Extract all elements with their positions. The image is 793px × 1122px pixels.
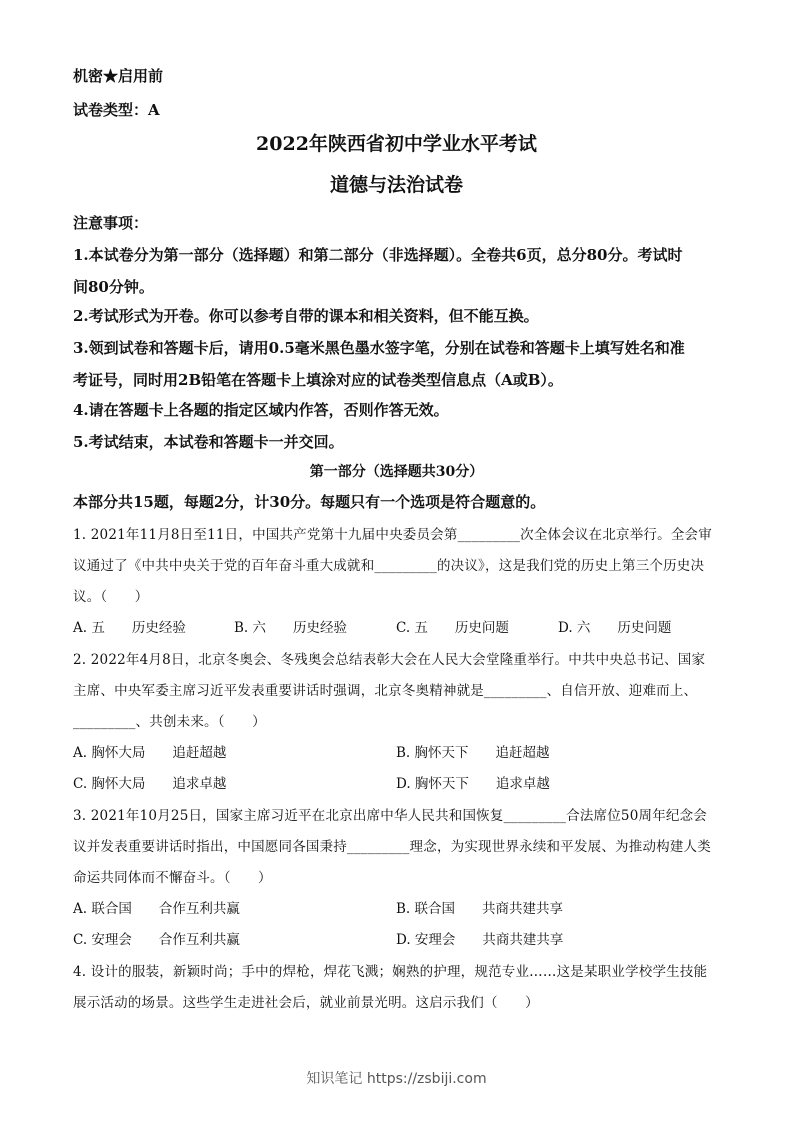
question-4-text: 展示活动的场景。这些学生走进社会后，就业前景光明。这启示我们（ ） — [73, 995, 539, 1011]
question-1-text: 议。（ ） — [73, 589, 149, 605]
confidential-label: 机密★启用前 — [73, 67, 164, 85]
question-1-option-c: C. 五 历史问题 — [396, 620, 509, 636]
notes-line: 间80分钟。 — [73, 278, 154, 296]
exam-title: 2022年陕西省初中学业水平考试 — [256, 133, 537, 155]
question-3-text: 议并发表重要讲话时指出，中国愿同各国秉持_________理念，为实现世界永续和平发展、为推动构建人类 — [73, 839, 711, 855]
question-2-option-c: C. 胸怀大局 追求卓越 — [73, 776, 227, 792]
footer-watermark: 知识笔记 https://zsbiji.com — [306, 1071, 487, 1087]
notes-line: 3.领到试卷和答题卡后，请用0.5毫米黑色墨水签字笔，分别在试卷和答题卡上填写姓名和准 — [73, 339, 685, 357]
question-1-text: 1. 2021年11月8日至11日，中国共产党第十九届中央委员会第_________次全体会议在北京举行。全会审 — [73, 527, 712, 543]
question-3-option-a: A. 联合国 合作互利共赢 — [73, 901, 240, 917]
question-1-option-a: A. 五 历史经验 — [73, 620, 186, 636]
notes-line: 1.本试卷分为第一部分（选择题）和第二部分（非选择题）。全卷共6页，总分80分。考试时 — [73, 246, 683, 264]
question-3-text: 3. 2021年10月25日，国家主席习近平在北京出席中华人民共和国恢复_________合法席位50周年纪念会 — [73, 808, 708, 824]
notes-line: 2.考试形式为开卷。你可以参考自带的课本和相关资料，但不能互换。 — [73, 307, 539, 325]
question-2-option-a: A. 胸怀大局 追赶超越 — [73, 745, 227, 761]
section-instruction: 本部分共15题，每题2分，计30分。每题只有一个选项是符合题意的。 — [73, 493, 546, 511]
question-1-option-b: B. 六 历史经验 — [234, 620, 348, 636]
question-3-text: 命运共同体而不懈奋斗。（ ） — [73, 870, 272, 886]
question-3-option-d: D. 安理会 共商共建共享 — [396, 932, 564, 948]
section-title: 第一部分（选择题共30分） — [309, 464, 484, 480]
question-2-text: _________、共创未来。（ ） — [73, 714, 266, 730]
notes-line: 5.考试结束，本试卷和答题卡一并交回。 — [73, 433, 344, 451]
notes-line: 考证号，同时用2B铅笔在答题卡上填涂对应的试卷类型信息点（A或B）。 — [73, 371, 563, 389]
question-1-option-d: D. 六 历史问题 — [558, 620, 672, 636]
notes-line: 4.请在答题卡上各题的指定区域内作答，否则作答无效。 — [73, 401, 449, 419]
question-2-option-d: D. 胸怀天下 追求卓越 — [396, 776, 550, 792]
notes-heading: 注意事项： — [73, 214, 149, 232]
exam-subject: 道德与法治试卷 — [329, 174, 463, 196]
question-2-text: 2. 2022年4月8日，北京冬奥会、冬残奥会总结表彰大会在人民大会堂隆重举行。中共中央总书记、国家 — [73, 652, 706, 668]
question-2-text: 主席、中央军委主席习近平发表重要讲话时强调，北京冬奥精神就是_________、自信开放、迎难而上、 — [73, 683, 698, 699]
question-3-option-c: C. 安理会 合作互利共赢 — [73, 932, 240, 948]
question-2-option-b: B. 胸怀天下 追赶超越 — [396, 745, 550, 761]
paper-type-label: 试卷类型：A — [73, 101, 160, 119]
question-1-text: 议通过了《中共中央关于党的百年奋斗重大成就和_________的决议》，这是我们党的历史上第三个历史决 — [73, 558, 705, 574]
question-3-option-b: B. 联合国 共商共建共享 — [396, 901, 564, 917]
question-4-text: 4. 设计的服装，新颖时尚；手中的焊枪，焊花飞溅；娴熟的护理，规范专业……这是某职业学校学生技能 — [73, 964, 708, 980]
